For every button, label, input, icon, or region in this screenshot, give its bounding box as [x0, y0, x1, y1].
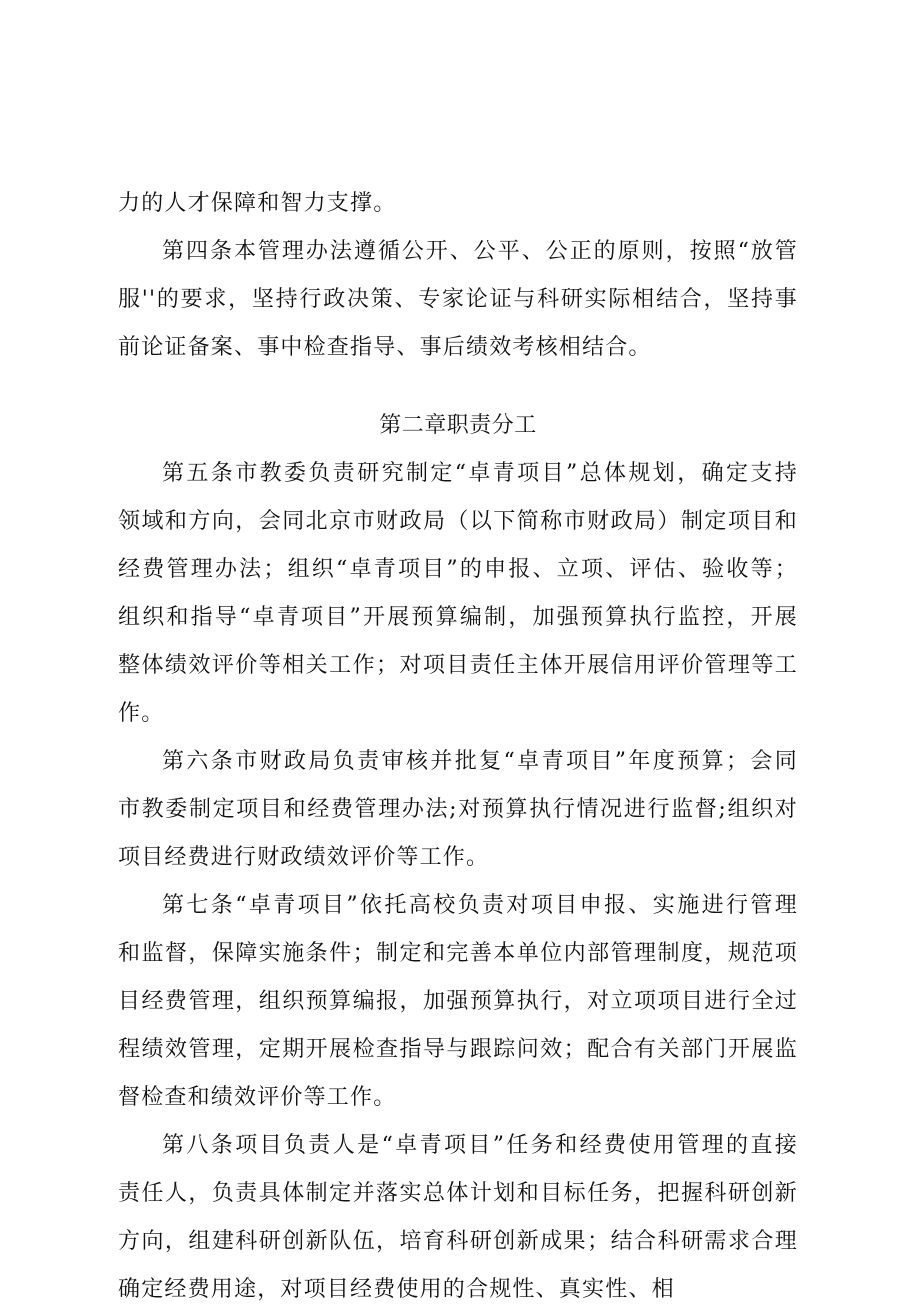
article-8-line-2: 责任人，负责具体制定并落实总体计划和目标任务，把握科研创新	[118, 1181, 798, 1206]
article-8-line-4: 确定经费用途，对项目经费使用的合规性、真实性、相	[118, 1277, 675, 1302]
article-5-line-5: 整体绩效评价等相关工作；对项目责任主体开展信用评价管理等工	[118, 653, 798, 678]
article-7-line-5: 督检查和绩效评价等工作。	[118, 1085, 397, 1110]
article-6-line-1: 第六条市财政局负责审核并批复“卓青项目”年度预算；会同	[162, 749, 798, 774]
article-5-line-6: 作。	[118, 701, 165, 726]
article-5-line-3: 经费管理办法；组织“卓青项目”的申报、立项、评估、验收等；	[118, 557, 798, 582]
paragraph-continuation-line: 力的人才保障和智力支撑。	[118, 191, 397, 216]
article-5-line-4: 组织和指导“卓青项目”开展预算编制，加强预算执行监控，开展	[118, 605, 798, 630]
article-7-line-1: 第七条“卓青项目”依托高校负责对项目申报、实施进行管理	[162, 893, 798, 918]
article-7-line-4: 程绩效管理，定期开展检查指导与跟踪问效；配合有关部门开展监	[118, 1037, 798, 1062]
chapter-title: 第二章职责分工	[379, 413, 537, 438]
article-4-line-3: 前论证备案、事中检查指导、事后绩效考核相结合。	[118, 335, 652, 360]
article-5-line-1: 第五条市教委负责研究制定“卓青项目”总体规划，确定支持	[162, 461, 798, 486]
article-6-line-3: 项目经费进行财政绩效评价等工作。	[118, 845, 490, 870]
document-page	[118, 180, 798, 1314]
article-5-line-2: 领域和方向，会同北京市财政局（以下简称市财政局）制定项目和	[118, 509, 798, 534]
chapter-spacer	[118, 372, 798, 402]
article-4-line-1: 第四条本管理办法遵循公开、公平、公正的原则，按照“放管	[162, 239, 798, 264]
article-7-line-3: 目经费管理，组织预算编报，加强预算执行，对立项项目进行全过	[118, 989, 798, 1014]
article-8-line-3: 方向，组建科研创新队伍，培育科研创新成果；结合科研需求合理	[118, 1229, 798, 1254]
article-6-line-2: 市教委制定项目和经费管理办法;对预算执行情况进行监督;组织对	[118, 797, 798, 822]
article-4-line-2: 服''的要求，坚持行政决策、专家论证与科研实际相结合，坚持事	[118, 287, 798, 312]
article-7-line-2: 和监督，保障实施条件；制定和完善本单位内部管理制度，规范项	[118, 941, 798, 966]
article-8-line-1: 第八条项目负责人是“卓青项目”任务和经费使用管理的直接	[162, 1133, 798, 1158]
